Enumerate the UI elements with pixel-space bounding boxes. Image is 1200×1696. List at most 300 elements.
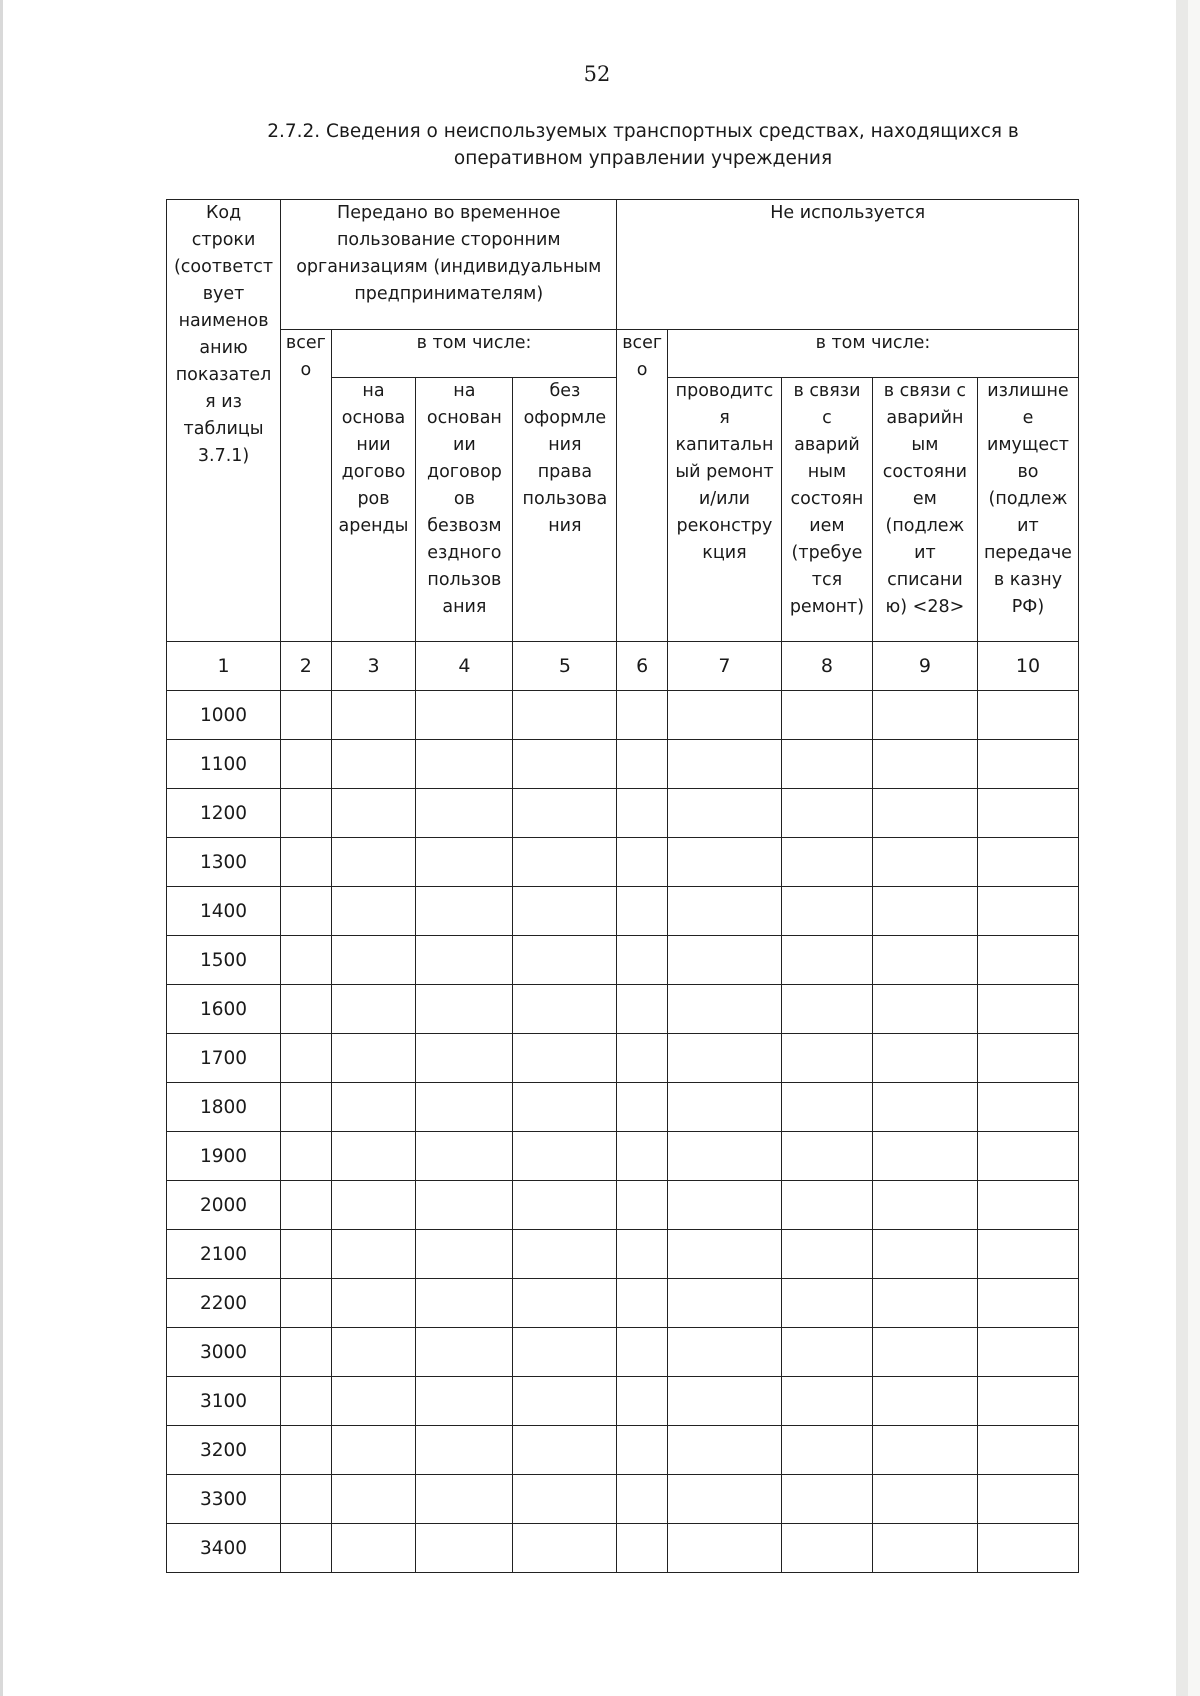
row-code-cell: 3000 xyxy=(167,1328,281,1377)
empty-value-cell xyxy=(513,887,617,936)
header-total-transferred xyxy=(281,330,331,642)
column-number-cell: 4 xyxy=(416,642,513,691)
header-line: догово xyxy=(341,462,406,482)
empty-value-cell xyxy=(416,1377,513,1426)
empty-value-cell xyxy=(416,1475,513,1524)
empty-value-cell xyxy=(977,740,1078,789)
empty-value-cell xyxy=(872,887,977,936)
header-line: РФ) xyxy=(1011,597,1045,617)
empty-value-cell xyxy=(281,1328,331,1377)
empty-value-cell xyxy=(617,1083,667,1132)
header-without-use-right xyxy=(513,378,617,642)
header-including-transferred: в том числе: xyxy=(331,330,617,378)
empty-value-cell xyxy=(331,1328,416,1377)
empty-value-cell xyxy=(782,887,873,936)
header-total-unused xyxy=(617,330,667,642)
header-unused-group: Не используется xyxy=(617,200,1079,330)
header-emergency-writeoff xyxy=(872,378,977,642)
header-line: организациям (индивидуальным xyxy=(296,257,602,277)
header-line: ии xyxy=(453,435,476,455)
empty-value-cell xyxy=(977,1034,1078,1083)
empty-value-cell xyxy=(872,1132,977,1181)
header-line: передаче xyxy=(983,543,1072,563)
empty-value-cell xyxy=(782,789,873,838)
empty-value-cell xyxy=(281,1279,331,1328)
empty-value-cell xyxy=(782,1083,873,1132)
empty-value-cell xyxy=(331,691,416,740)
header-code-column xyxy=(167,200,281,642)
header-line: (подлеж xyxy=(988,489,1068,509)
empty-value-cell xyxy=(513,1328,617,1377)
empty-value-cell xyxy=(416,1132,513,1181)
row-code-cell: 1600 xyxy=(167,985,281,1034)
empty-value-cell xyxy=(977,1328,1078,1377)
header-line: (подлеж xyxy=(885,516,965,536)
empty-value-cell xyxy=(872,1034,977,1083)
row-code-cell: 1700 xyxy=(167,1034,281,1083)
header-transferred-group xyxy=(281,200,617,330)
row-code-cell: 1400 xyxy=(167,887,281,936)
empty-value-cell xyxy=(281,691,331,740)
empty-value-cell xyxy=(782,985,873,1034)
row-code-cell: 2000 xyxy=(167,1181,281,1230)
empty-value-cell xyxy=(872,1230,977,1279)
empty-value-cell xyxy=(977,1377,1078,1426)
header-line: ит xyxy=(1017,516,1039,536)
column-number-cell: 2 xyxy=(281,642,331,691)
empty-value-cell xyxy=(513,1230,617,1279)
header-line: е xyxy=(1022,408,1034,428)
empty-value-cell xyxy=(331,1034,416,1083)
empty-value-cell xyxy=(513,838,617,887)
empty-value-cell xyxy=(281,1181,331,1230)
header-line: пользова xyxy=(522,489,608,509)
empty-value-cell xyxy=(667,691,781,740)
column-number-cell: 9 xyxy=(872,642,977,691)
header-line: и/или xyxy=(698,489,751,509)
empty-value-cell xyxy=(782,1034,873,1083)
header-including-unused: в том числе: xyxy=(667,330,1078,378)
table-row xyxy=(167,1132,1079,1181)
empty-value-cell xyxy=(416,789,513,838)
empty-value-cell xyxy=(977,1426,1078,1475)
table-row xyxy=(167,691,1079,740)
empty-value-cell xyxy=(331,789,416,838)
empty-value-cell xyxy=(667,1279,781,1328)
empty-value-cell xyxy=(617,1132,667,1181)
table-row xyxy=(167,887,1079,936)
empty-value-cell xyxy=(977,1132,1078,1181)
header-line: анию xyxy=(199,338,248,358)
empty-value-cell xyxy=(667,936,781,985)
header-lease-agreement xyxy=(331,378,416,642)
empty-value-cell xyxy=(513,1034,617,1083)
header-line: ю) <28> xyxy=(885,597,965,617)
table-row xyxy=(167,1426,1079,1475)
empty-value-cell xyxy=(872,740,977,789)
header-line: всег xyxy=(622,333,663,353)
empty-value-cell xyxy=(331,1083,416,1132)
table-row xyxy=(167,1230,1079,1279)
empty-value-cell xyxy=(513,1524,617,1573)
empty-value-cell xyxy=(782,838,873,887)
empty-value-cell xyxy=(513,789,617,838)
empty-value-cell xyxy=(977,1230,1078,1279)
empty-value-cell xyxy=(617,1034,667,1083)
empty-value-cell xyxy=(977,691,1078,740)
empty-value-cell xyxy=(782,1475,873,1524)
row-code-cell: 1200 xyxy=(167,789,281,838)
empty-value-cell xyxy=(667,1132,781,1181)
header-line: таблицы xyxy=(183,419,264,439)
empty-value-cell xyxy=(416,838,513,887)
empty-value-cell xyxy=(416,1083,513,1132)
empty-value-cell xyxy=(331,985,416,1034)
empty-value-cell xyxy=(513,740,617,789)
table-row xyxy=(167,1475,1079,1524)
empty-value-cell xyxy=(281,1083,331,1132)
empty-value-cell xyxy=(281,1377,331,1426)
column-number-cell: 5 xyxy=(513,642,617,691)
page-edge xyxy=(1176,0,1188,1696)
column-number-cell: 8 xyxy=(782,642,873,691)
empty-value-cell xyxy=(281,740,331,789)
header-line: тся xyxy=(811,570,843,590)
empty-value-cell xyxy=(617,1328,667,1377)
column-number-cell: 1 xyxy=(167,642,281,691)
header-line: я из xyxy=(205,392,242,412)
header-line: безвозм xyxy=(427,516,502,536)
empty-value-cell xyxy=(977,1524,1078,1573)
empty-value-cell xyxy=(872,838,977,887)
header-line: аварийн xyxy=(886,408,964,428)
empty-value-cell xyxy=(977,1279,1078,1328)
empty-value-cell xyxy=(617,1230,667,1279)
empty-value-cell xyxy=(617,985,667,1034)
empty-value-cell xyxy=(281,985,331,1034)
header-line: основан xyxy=(426,408,502,428)
table-row xyxy=(167,985,1079,1034)
empty-value-cell xyxy=(281,1475,331,1524)
empty-value-cell xyxy=(617,936,667,985)
empty-value-cell xyxy=(416,936,513,985)
empty-value-cell xyxy=(617,1279,667,1328)
header-line: (требуе xyxy=(791,543,863,563)
empty-value-cell xyxy=(331,1475,416,1524)
empty-value-cell xyxy=(281,1230,331,1279)
header-line: списани xyxy=(887,570,963,590)
header-line: показател xyxy=(175,365,272,385)
header-free-use-agreement xyxy=(416,378,513,642)
row-code-cell: 3300 xyxy=(167,1475,281,1524)
header-line: кция xyxy=(702,543,747,563)
header-line: ездного xyxy=(427,543,502,563)
table-row xyxy=(167,838,1079,887)
column-numbers-row xyxy=(167,642,1079,691)
header-line: ния xyxy=(548,516,582,536)
header-line: оформле xyxy=(523,408,607,428)
empty-value-cell xyxy=(416,740,513,789)
header-line: вует xyxy=(202,284,245,304)
header-line: о xyxy=(300,360,312,380)
empty-value-cell xyxy=(281,838,331,887)
header-line: (соответст xyxy=(173,257,274,277)
empty-value-cell xyxy=(331,1279,416,1328)
empty-value-cell xyxy=(617,1377,667,1426)
header-line: проводитс xyxy=(675,381,774,401)
table-row xyxy=(167,1279,1079,1328)
row-code-cell: 3200 xyxy=(167,1426,281,1475)
empty-value-cell xyxy=(977,1181,1078,1230)
header-line: ания xyxy=(442,597,487,617)
header-line: на xyxy=(453,381,476,401)
header-line: основа xyxy=(341,408,406,428)
table-row xyxy=(167,1034,1079,1083)
header-line: договор xyxy=(426,462,502,482)
table-row xyxy=(167,936,1079,985)
empty-value-cell xyxy=(513,985,617,1034)
header-line: предпринимателям) xyxy=(354,284,544,304)
empty-value-cell xyxy=(513,1132,617,1181)
header-line: состояни xyxy=(882,462,967,482)
header-line: Код xyxy=(205,203,242,223)
empty-value-cell xyxy=(513,936,617,985)
header-line: наименов xyxy=(178,311,269,331)
header-line: реконстру xyxy=(676,516,773,536)
empty-value-cell xyxy=(872,985,977,1034)
empty-value-cell xyxy=(513,1083,617,1132)
header-line: строки xyxy=(191,230,256,250)
header-line: 3.7.1) xyxy=(197,446,250,466)
header-line: без xyxy=(549,381,581,401)
empty-value-cell xyxy=(667,1181,781,1230)
unused-vehicles-table xyxy=(166,199,1079,1573)
empty-value-cell xyxy=(416,1181,513,1230)
empty-value-cell xyxy=(872,1475,977,1524)
header-line: Передано во временное xyxy=(337,203,561,223)
header-line: ым xyxy=(911,435,939,455)
empty-value-cell xyxy=(281,789,331,838)
column-number-cell: 7 xyxy=(667,642,781,691)
empty-value-cell xyxy=(416,1034,513,1083)
header-line: в связи с xyxy=(883,381,966,401)
table-row xyxy=(167,1377,1079,1426)
header-line: ием xyxy=(809,516,845,536)
empty-value-cell xyxy=(872,1377,977,1426)
empty-value-cell xyxy=(617,691,667,740)
row-code-cell: 1900 xyxy=(167,1132,281,1181)
table-row xyxy=(167,1083,1079,1132)
data-rows xyxy=(167,691,1079,1573)
column-number-cell: 10 xyxy=(977,642,1078,691)
header-line: ит xyxy=(914,543,936,563)
table-row xyxy=(167,1328,1079,1377)
row-code-cell: 1300 xyxy=(167,838,281,887)
empty-value-cell xyxy=(281,936,331,985)
empty-value-cell xyxy=(416,1328,513,1377)
header-line: с xyxy=(822,408,832,428)
header-line: ров xyxy=(357,489,390,509)
empty-value-cell xyxy=(617,1426,667,1475)
empty-value-cell xyxy=(331,740,416,789)
empty-value-cell xyxy=(667,1230,781,1279)
header-surplus-property xyxy=(977,378,1078,642)
empty-value-cell xyxy=(617,1524,667,1573)
header-emergency-repair xyxy=(782,378,873,642)
empty-value-cell xyxy=(782,691,873,740)
empty-value-cell xyxy=(331,838,416,887)
row-code-cell: 1000 xyxy=(167,691,281,740)
page-number: 52 xyxy=(583,62,611,86)
empty-value-cell xyxy=(872,936,977,985)
empty-value-cell xyxy=(782,1524,873,1573)
empty-value-cell xyxy=(872,1083,977,1132)
empty-value-cell xyxy=(667,789,781,838)
empty-value-cell xyxy=(782,936,873,985)
empty-value-cell xyxy=(617,1181,667,1230)
header-line: аварий xyxy=(794,435,860,455)
header-line: ов xyxy=(453,489,475,509)
empty-value-cell xyxy=(513,1279,617,1328)
empty-value-cell xyxy=(977,887,1078,936)
empty-value-cell xyxy=(331,1524,416,1573)
empty-value-cell xyxy=(281,1426,331,1475)
header-line: аренды xyxy=(338,516,409,536)
header-line: в связи xyxy=(793,381,861,401)
table-title: 2.7.2. Сведения о неиспользуемых транспортных средствах, находящихся в оперативном управлении учреждения xyxy=(267,121,1019,169)
empty-value-cell xyxy=(977,838,1078,887)
table-row xyxy=(167,1524,1079,1573)
empty-value-cell xyxy=(977,1083,1078,1132)
header-line: состоян xyxy=(790,489,864,509)
empty-value-cell xyxy=(513,1181,617,1230)
empty-value-cell xyxy=(872,1279,977,1328)
header-line: имущест xyxy=(986,435,1069,455)
empty-value-cell xyxy=(281,887,331,936)
row-code-cell: 2100 xyxy=(167,1230,281,1279)
empty-value-cell xyxy=(617,838,667,887)
column-number-cell: 6 xyxy=(617,642,667,691)
empty-value-cell xyxy=(667,887,781,936)
header-line: всег xyxy=(285,333,326,353)
empty-value-cell xyxy=(416,985,513,1034)
empty-value-cell xyxy=(667,1475,781,1524)
empty-value-cell xyxy=(782,740,873,789)
empty-value-cell xyxy=(617,887,667,936)
header-capital-repair xyxy=(667,378,781,642)
empty-value-cell xyxy=(617,1475,667,1524)
empty-value-cell xyxy=(513,1377,617,1426)
empty-value-cell xyxy=(872,1181,977,1230)
empty-value-cell xyxy=(331,1132,416,1181)
row-code-cell: 2200 xyxy=(167,1279,281,1328)
empty-value-cell xyxy=(872,1426,977,1475)
empty-value-cell xyxy=(667,838,781,887)
header-line: о xyxy=(636,360,648,380)
empty-value-cell xyxy=(331,1426,416,1475)
empty-value-cell xyxy=(872,1328,977,1377)
empty-value-cell xyxy=(416,887,513,936)
row-code-cell: 3100 xyxy=(167,1377,281,1426)
row-code-cell: 1500 xyxy=(167,936,281,985)
empty-value-cell xyxy=(977,789,1078,838)
empty-value-cell xyxy=(782,1328,873,1377)
table-row xyxy=(167,740,1079,789)
empty-value-cell xyxy=(617,789,667,838)
header-line: в казну xyxy=(993,570,1063,590)
empty-value-cell xyxy=(331,1230,416,1279)
empty-value-cell xyxy=(416,691,513,740)
empty-value-cell xyxy=(782,1377,873,1426)
empty-value-cell xyxy=(782,1132,873,1181)
empty-value-cell xyxy=(872,691,977,740)
empty-value-cell xyxy=(331,887,416,936)
table-row xyxy=(167,1181,1079,1230)
empty-value-cell xyxy=(331,936,416,985)
empty-value-cell xyxy=(667,1034,781,1083)
row-code-cell: 1100 xyxy=(167,740,281,789)
empty-value-cell xyxy=(977,1475,1078,1524)
row-code-cell: 1800 xyxy=(167,1083,281,1132)
empty-value-cell xyxy=(782,1230,873,1279)
empty-value-cell xyxy=(782,1426,873,1475)
empty-value-cell xyxy=(872,789,977,838)
empty-value-cell xyxy=(617,740,667,789)
empty-value-cell xyxy=(667,740,781,789)
empty-value-cell xyxy=(331,1181,416,1230)
empty-value-cell xyxy=(977,936,1078,985)
table-row xyxy=(167,789,1079,838)
empty-value-cell xyxy=(782,1279,873,1328)
header-line: права xyxy=(537,462,593,482)
header-line: нии xyxy=(356,435,391,455)
empty-value-cell xyxy=(513,1426,617,1475)
header-line: на xyxy=(362,381,385,401)
empty-value-cell xyxy=(513,691,617,740)
empty-value-cell xyxy=(331,1377,416,1426)
empty-value-cell xyxy=(416,1426,513,1475)
header-line: пользование сторонним xyxy=(336,230,561,250)
empty-value-cell xyxy=(872,1524,977,1573)
empty-value-cell xyxy=(281,1524,331,1573)
empty-value-cell xyxy=(667,1426,781,1475)
empty-value-cell xyxy=(667,1377,781,1426)
empty-value-cell xyxy=(667,1524,781,1573)
empty-value-cell xyxy=(513,1475,617,1524)
header-line: ремонт) xyxy=(789,597,865,617)
header-line: ным xyxy=(807,462,847,482)
header-line: ем xyxy=(912,489,937,509)
header-line: я xyxy=(719,408,730,428)
empty-value-cell xyxy=(667,985,781,1034)
empty-value-cell xyxy=(667,1083,781,1132)
header-line: во xyxy=(1017,462,1039,482)
empty-value-cell xyxy=(281,1132,331,1181)
header-line: ый ремонт xyxy=(675,462,774,482)
row-code-cell: 3400 xyxy=(167,1524,281,1573)
empty-value-cell xyxy=(416,1279,513,1328)
empty-value-cell xyxy=(416,1230,513,1279)
empty-value-cell xyxy=(782,1181,873,1230)
empty-value-cell xyxy=(281,1034,331,1083)
header-line: излишне xyxy=(987,381,1069,401)
empty-value-cell xyxy=(667,1328,781,1377)
header-line: пользов xyxy=(427,570,502,590)
header-line: капитальн xyxy=(675,435,774,455)
empty-value-cell xyxy=(977,985,1078,1034)
header-line: ния xyxy=(548,435,582,455)
empty-value-cell xyxy=(416,1524,513,1573)
